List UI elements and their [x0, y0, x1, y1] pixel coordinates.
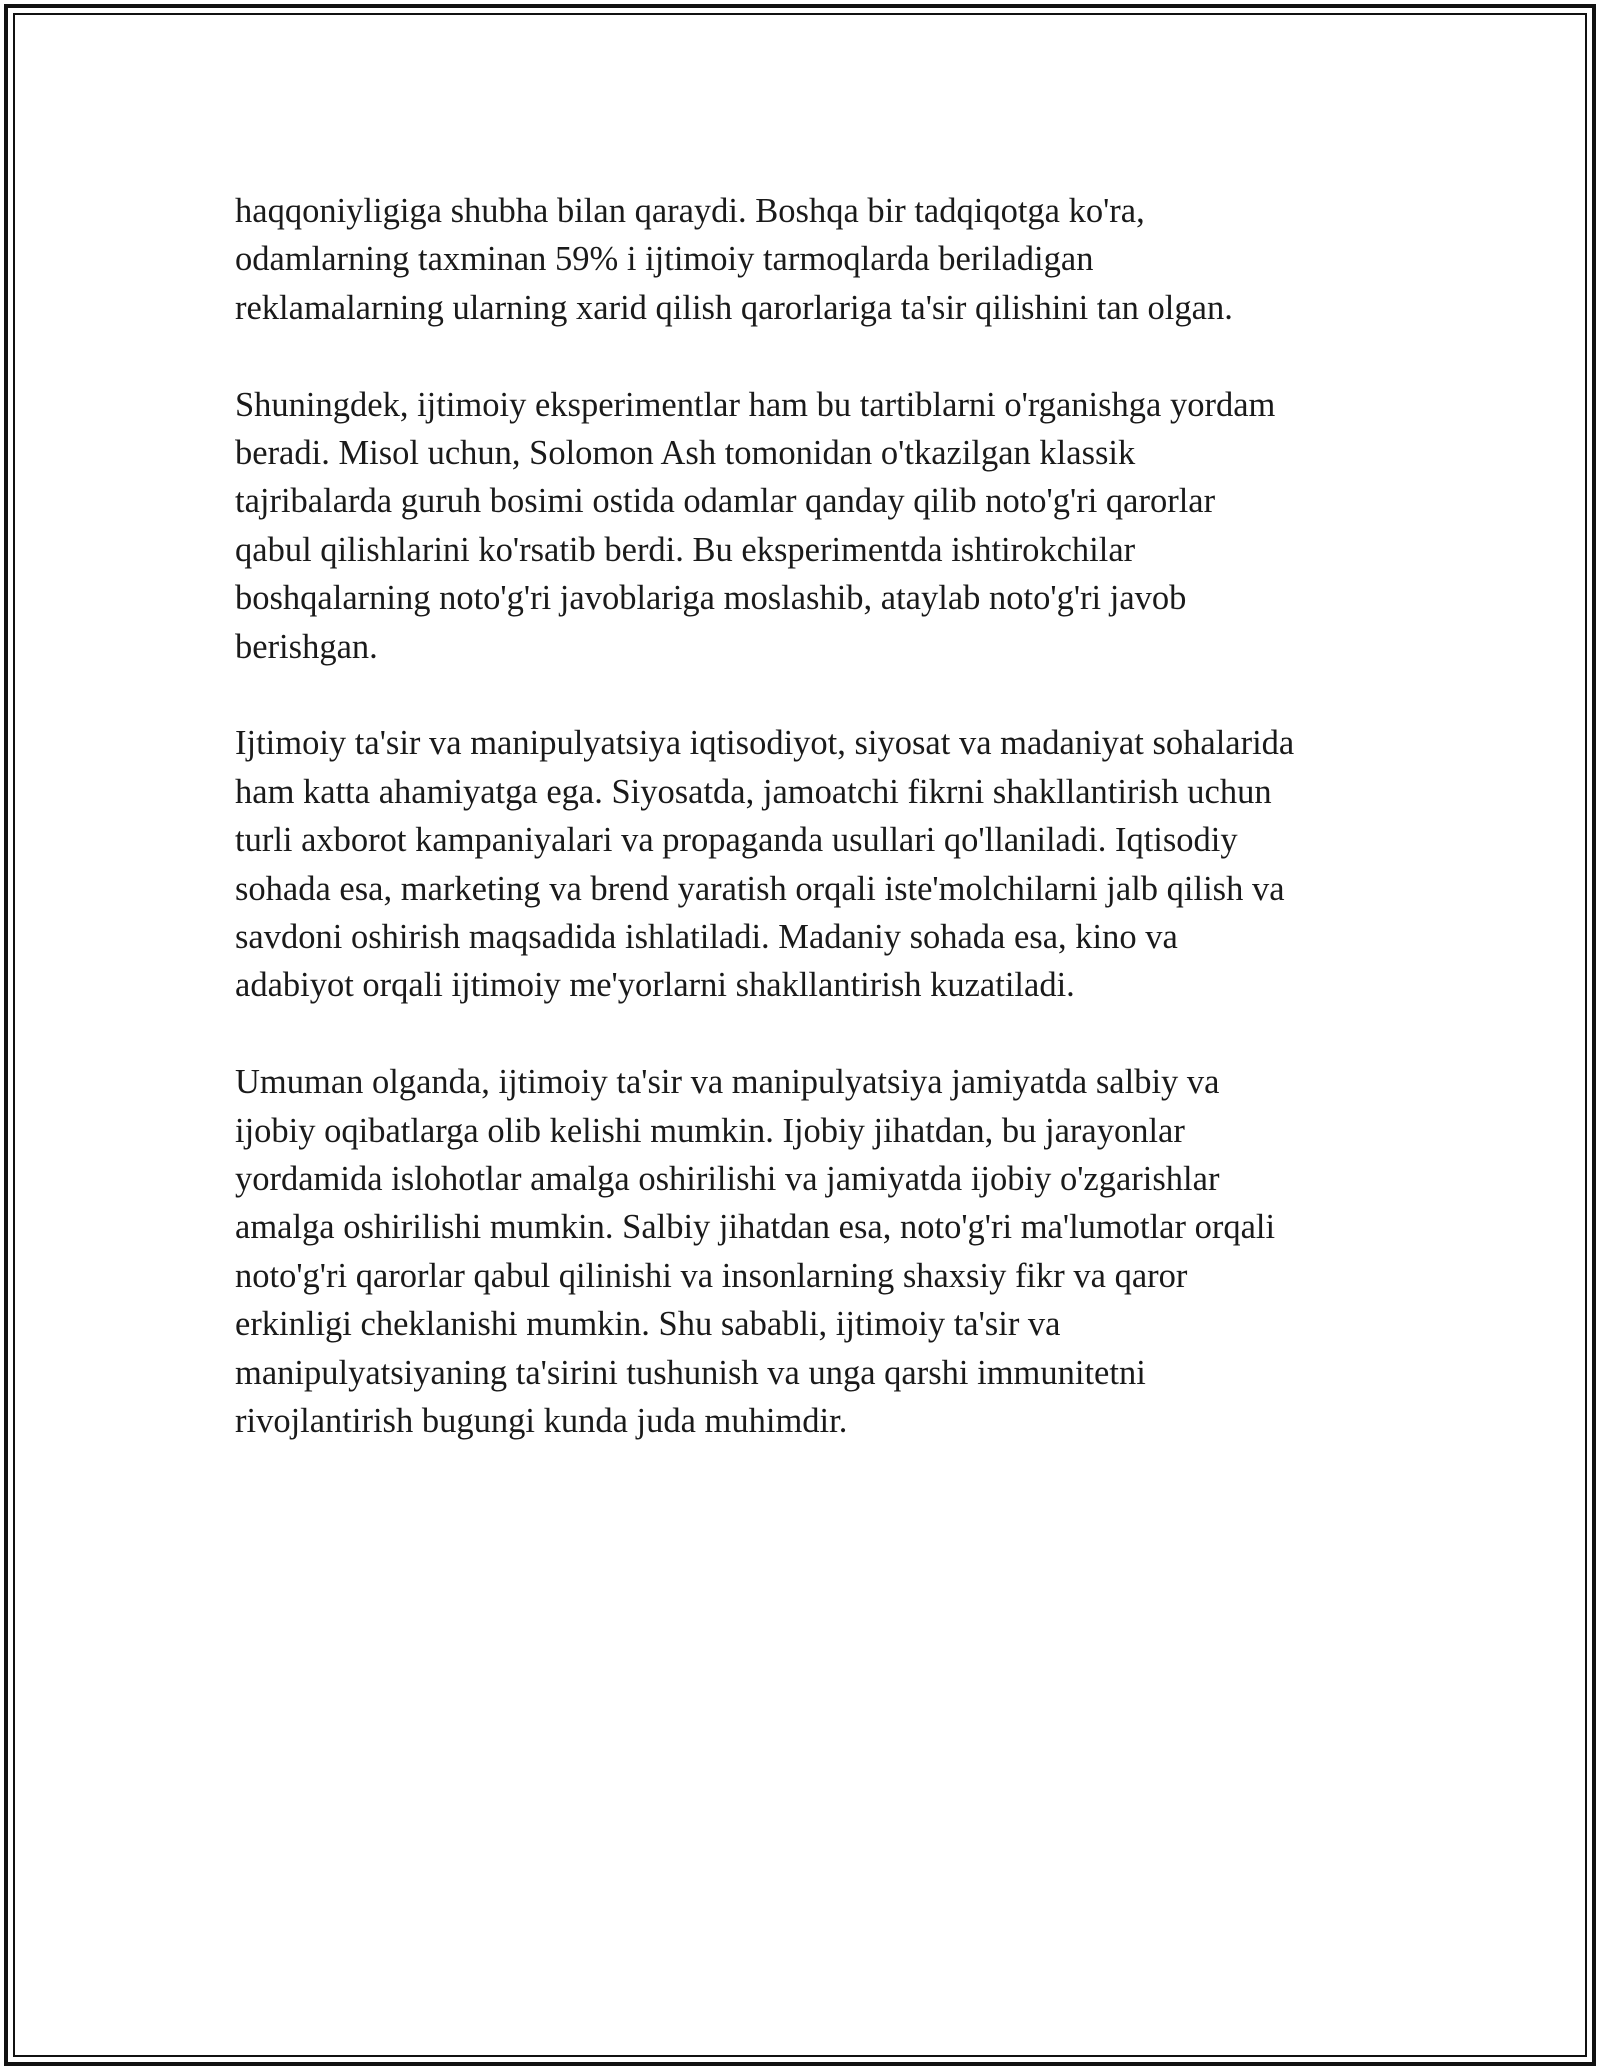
paragraph-1	[235, 187, 1385, 332]
text-line: adabiyot orqali ijtimoiy me'yorlarni shakllantirish kuzatiladi.	[235, 966, 1075, 1005]
text-line: odamlarning taxminan 59% i ijtimoiy tarmoqlarda beriladigan	[235, 240, 1094, 279]
text-line: reklamalarning ularning xarid qilish qarorlariga ta'sir qilishini tan olgan.	[235, 288, 1233, 327]
document-body	[235, 187, 1385, 1494]
text-line: amalga oshirilishi mumkin. Salbiy jihatdan esa, noto'g'ri ma'lumotlar orqali	[235, 1208, 1276, 1247]
text-line: savdoni oshirish maqsadida ishlatiladi. Madaniy sohada esa, kino va	[235, 918, 1178, 957]
text-line: noto'g'ri qarorlar qabul qilinishi va insonlarning shaxsiy fikr va qaror	[235, 1256, 1188, 1295]
text-line: Ijtimoiy ta'sir va manipulyatsiya iqtisodiyot, siyosat va madaniyat sohalarida	[235, 724, 1295, 763]
text-line: ijobiy oqibatlarga olib kelishi mumkin. Ijobiy jihatdan, bu jarayonlar	[235, 1111, 1185, 1150]
paragraph-3	[235, 719, 1385, 1009]
text-line: rivojlantirish bugungi kunda juda muhimdir.	[235, 1402, 848, 1441]
text-line: tajribalarda guruh bosimi ostida odamlar qanday qilib noto'g'ri qarorlar	[235, 482, 1216, 521]
text-line: ham katta ahamiyatga ega. Siyosatda, jamoatchi fikrni shakllantirish uchun	[235, 772, 1272, 811]
text-line: sohada esa, marketing va brend yaratish orqali iste'molchilarni jalb qilish va	[235, 869, 1285, 908]
text-line: turli axborot kampaniyalari va propaganda usullari qo'llaniladi. Iqtisodiy	[235, 821, 1238, 860]
text-line: Umuman olganda, ijtimoiy ta'sir va manipulyatsiya jamiyatda salbiy va	[235, 1063, 1220, 1102]
text-line: beradi. Misol uchun, Solomon Ash tomonidan o'tkazilgan klassik	[235, 434, 1136, 473]
text-line: yordamida islohotlar amalga oshirilishi va jamiyatda ijobiy o'zgarishlar	[235, 1160, 1220, 1199]
text-line: haqqoniyligiga shubha bilan qaraydi. Boshqa bir tadqiqotga ko'ra,	[235, 192, 1145, 230]
text-line: qabul qilishlarini ko'rsatib berdi. Bu eksperimentda ishtirokchilar	[235, 530, 1136, 569]
text-line: boshqalarning noto'g'ri javoblariga moslashib, ataylab noto'g'ri javob	[235, 579, 1187, 618]
paragraph-4	[235, 1058, 1385, 1445]
paragraph-2	[235, 381, 1385, 671]
text-line: berishgan.	[235, 627, 378, 666]
text-line: manipulyatsiyaning ta'sirini tushunish va unga qarshi immunitetni	[235, 1353, 1146, 1392]
text-line: Shuningdek, ijtimoiy eksperimentlar ham bu tartiblarni o'rganishga yordam	[235, 385, 1276, 424]
text-line: erkinligi cheklanishi mumkin. Shu sababli, ijtimoiy ta'sir va	[235, 1305, 1061, 1344]
